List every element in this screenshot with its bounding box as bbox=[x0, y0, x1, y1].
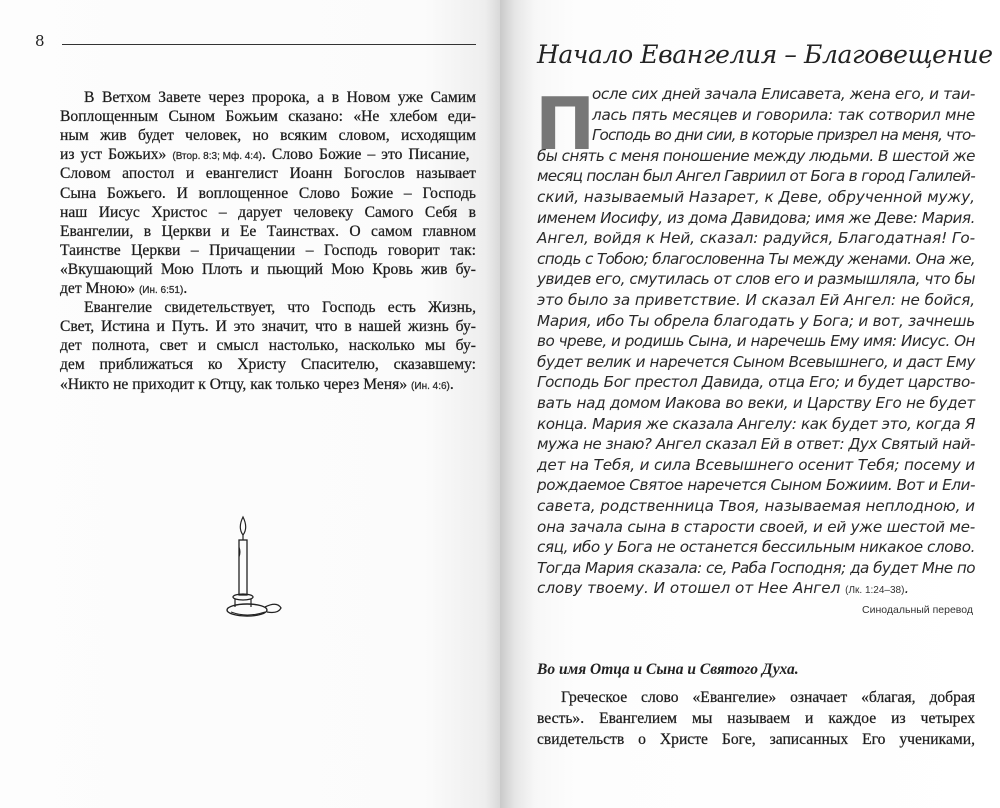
text-line bbox=[537, 414, 975, 434]
text-line bbox=[537, 393, 975, 413]
text-line bbox=[60, 184, 476, 203]
page-number: 8 bbox=[35, 32, 45, 50]
line-text: дет Мною» bbox=[60, 280, 136, 297]
line-text: Евангелии, в Церкви и Ее Таинствах. О самом главном bbox=[60, 222, 476, 240]
text-line bbox=[60, 241, 476, 260]
text-line bbox=[537, 455, 975, 475]
text-line bbox=[60, 145, 476, 164]
line-text: «Никто не приходит к Отцу, как только через Меня» bbox=[60, 375, 408, 393]
text-line bbox=[60, 279, 476, 298]
line-text: Таинстве Церкви – Причащении – Господь говорит так: bbox=[60, 241, 476, 259]
text-line bbox=[537, 249, 975, 269]
line-text: Ангел, войдя к Ней, сказал: радуйся, Благодатная! Го- bbox=[537, 229, 975, 248]
line-text: увидев его, смутилась от слов его и размышляла, что бы bbox=[537, 270, 975, 289]
line-text: свидетельств о Христе Боге, записанных Его учениками, bbox=[537, 731, 975, 748]
line-text: дем приближаться ко Христу Спасителю, сказавшему: bbox=[60, 356, 476, 374]
translation-note: Синодальный перевод bbox=[862, 604, 973, 616]
line-text: Евангелие свидетельствует, что Господь есть Жизнь, bbox=[84, 299, 476, 317]
line-text: Тогда Мария сказала: се, Раба Господня; да будет Мне по bbox=[537, 558, 975, 577]
chapter-title: Начало Евангелия – Благовещение bbox=[537, 40, 993, 69]
text-line bbox=[60, 355, 476, 374]
line-text: Сына Божьего. И воплощенное Слово Божие – Господь bbox=[60, 184, 476, 202]
line-text: савета, родственница Твоя, называемая неплодною, и bbox=[537, 497, 975, 515]
line-text: наш Иисус Христос – дарует человеку Самого Себя в bbox=[60, 203, 476, 221]
text-line bbox=[537, 228, 975, 248]
text-line bbox=[537, 496, 975, 516]
line-text: Господь во дни сии, в которые призрел на меня, что- bbox=[592, 126, 975, 145]
text-line bbox=[537, 331, 975, 351]
line-text: из уст Божьих» bbox=[60, 146, 167, 164]
text-line bbox=[60, 375, 476, 394]
text-line bbox=[537, 578, 975, 598]
line-text: . Слово Божие – это Писание, bbox=[261, 146, 470, 164]
text-line bbox=[537, 311, 975, 331]
text-line bbox=[592, 84, 975, 104]
text-line bbox=[537, 146, 975, 166]
scripture-reference: (Втор. 8:3; Мф. 4:4) bbox=[172, 151, 262, 163]
line-text: лась пять месяцев и говорила: так сотворил мне bbox=[592, 105, 975, 124]
line-text: конца. Мария же сказала Ангелу: как будет это, когда Я bbox=[537, 414, 975, 433]
text-line bbox=[60, 126, 476, 145]
line-text: Свет, Истина и Путь. И это значит, что в нашей жизнь бу- bbox=[60, 318, 476, 336]
text-line bbox=[60, 260, 476, 279]
line-text: дет полнота, свет и смысл настолько, насколько мы бу- bbox=[60, 337, 476, 355]
text-line bbox=[60, 164, 476, 183]
candle-illustration-icon bbox=[225, 515, 295, 620]
line-text: «Вкушающий Мою Плоть и пьющий Мою Кровь жив бу- bbox=[60, 260, 476, 278]
line-text: сподь с Тобою; благословенна Ты между женами. Она же, bbox=[537, 249, 975, 268]
text-line bbox=[537, 709, 975, 728]
line-text: ным жив будет человек, но всяким словом, исходящим bbox=[60, 127, 476, 145]
text-line bbox=[537, 537, 975, 557]
text-line bbox=[537, 352, 975, 372]
text-line bbox=[537, 372, 975, 392]
line-text: Греческое слово «Евангелие» означает «благая, добрая bbox=[561, 689, 975, 706]
line-text: Словом апостол и евангелист Иоанн Богослов называет bbox=[60, 165, 476, 183]
text-line bbox=[537, 269, 975, 289]
text-line bbox=[84, 88, 476, 107]
line-text: . bbox=[904, 579, 910, 598]
text-line bbox=[592, 105, 975, 125]
line-text: рождаемое Святое наречется Сыном Божиим. Вот и Ели- bbox=[537, 476, 975, 495]
line-text: . bbox=[183, 280, 188, 297]
line-text: . bbox=[449, 375, 454, 393]
line-text: Воплощенным Сыном Божьим сказано: «Не хлебом еди- bbox=[60, 108, 476, 126]
text-line bbox=[60, 107, 476, 126]
line-text: Мария, ибо Ты обрела благодать у Бога; и вот, зачнешь bbox=[537, 311, 975, 330]
text-line bbox=[537, 558, 975, 578]
line-text: она зачала сына в старости своей, и ей уже шестой ме- bbox=[537, 517, 975, 536]
line-text: именем Иосифу, из дома Давидова; имя же Деве: Мария. bbox=[537, 208, 975, 227]
line-text: ский, называемый Назарет, к Деве, обрученной мужу, bbox=[537, 188, 975, 206]
line-text: вать над домом Иакова во веки, и Царству Его не будет bbox=[537, 394, 975, 412]
line-text: В Ветхом Завете через пророка, а в Новом уже Самим bbox=[84, 89, 476, 106]
line-text: осле сих дней зачала Елисавета, жена его, и таи- bbox=[592, 85, 975, 103]
line-text: слову твоему. И отошел от Нее Ангел bbox=[537, 579, 841, 598]
line-text: мужа не знаю? Ангел сказал Ей в ответ: Дух Святый най- bbox=[537, 435, 975, 454]
line-text: это было за приветствие. И сказал Ей Ангел: не бойся, bbox=[537, 291, 975, 309]
text-line bbox=[60, 222, 476, 241]
line-text: месяц послан был Ангел Гавриил от Бога в город Галилей- bbox=[537, 167, 975, 186]
scripture-reference: (Ин. 4:6) bbox=[411, 380, 450, 392]
text-line bbox=[537, 434, 975, 454]
line-text: Господь Бог престол Давида, отца Его; и будет царство- bbox=[537, 373, 975, 392]
text-line bbox=[537, 730, 975, 749]
line-text: весть». Евангелием мы называем и каждое из четырех bbox=[537, 710, 975, 727]
text-line bbox=[561, 688, 975, 707]
text-line bbox=[60, 203, 476, 222]
text-line bbox=[84, 298, 476, 317]
text-line bbox=[60, 336, 476, 355]
text-line bbox=[537, 166, 975, 186]
line-text: будет велик и наречется Сыном Всевышнего, и даст Ему bbox=[537, 352, 975, 371]
line-text: бы снять с меня поношение между людьми. В шестой же bbox=[537, 146, 975, 165]
subheading: Во имя Отца и Сына и Святого Духа. bbox=[537, 661, 799, 678]
drop-cap: П bbox=[535, 82, 596, 166]
text-line bbox=[537, 208, 975, 228]
line-text: во чреве, и родишь Сына, и наречешь Ему имя: Иисус. Он bbox=[537, 332, 975, 351]
header-rule bbox=[62, 44, 476, 45]
text-line bbox=[537, 517, 975, 537]
text-line bbox=[60, 317, 476, 336]
scripture-reference: (Ин. 6:51) bbox=[138, 285, 184, 296]
text-line bbox=[537, 187, 975, 207]
line-text: дет на Тебя, и сила Всевышнего осенит Тебя; посему и bbox=[537, 455, 975, 474]
text-line bbox=[537, 290, 975, 310]
line-text: сяц, ибо у Бога не останется бессильным никакое слово. bbox=[537, 538, 975, 557]
scripture-reference: (Лк. 1:24–38) bbox=[845, 585, 905, 597]
text-line bbox=[537, 475, 975, 495]
text-line bbox=[592, 125, 975, 145]
